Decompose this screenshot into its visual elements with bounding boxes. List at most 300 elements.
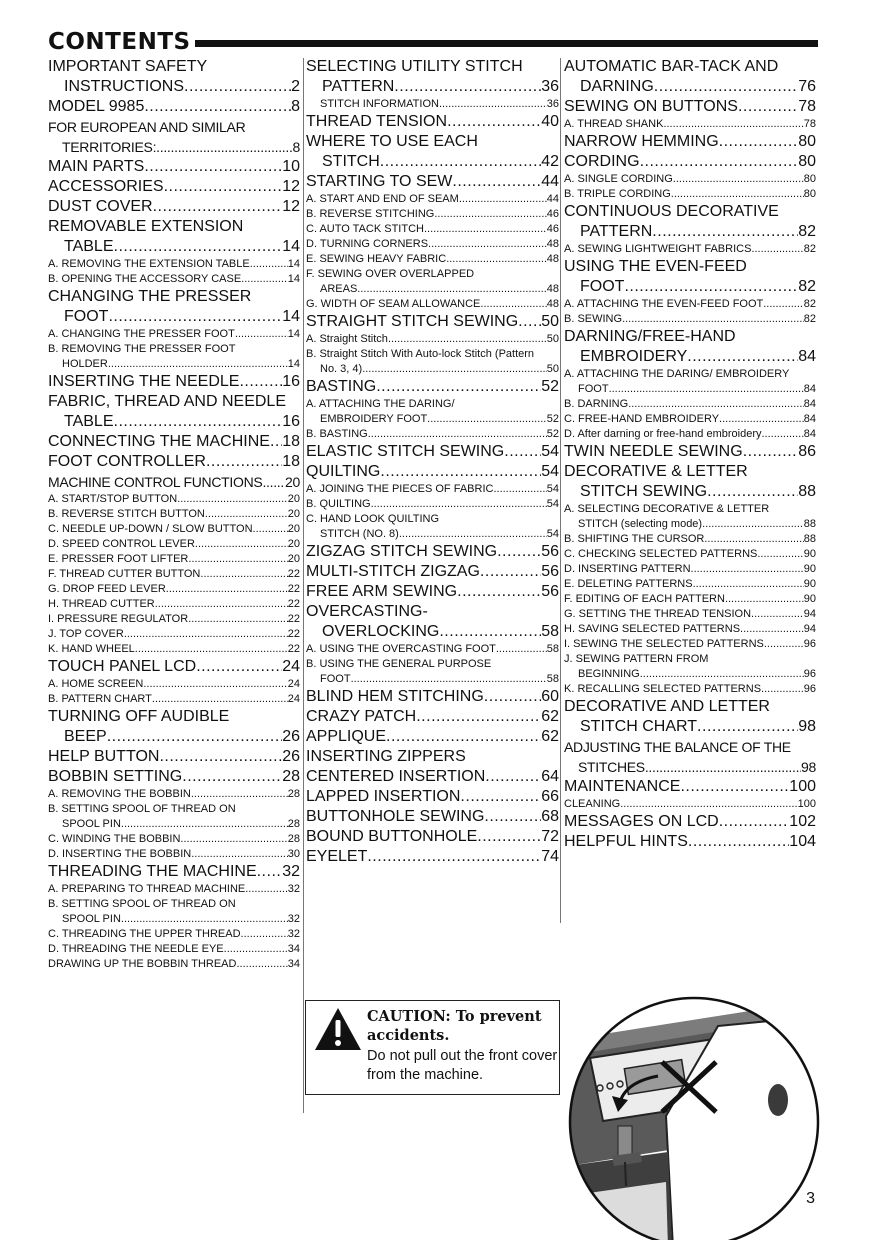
toc-entry — [306, 427, 559, 442]
toc-page-number: 34 — [287, 958, 300, 970]
toc-entry — [306, 687, 559, 707]
toc-entry-title: A. Straight Stitch — [306, 333, 388, 345]
toc-entry-title: E. SEWING HEAVY FABRIC — [306, 253, 447, 265]
toc-entry-title: BEEP — [64, 728, 107, 745]
toc-entry-title: LAPPED INSERTION — [306, 788, 461, 805]
toc-page-number: 58 — [546, 643, 559, 655]
toc-page-number: 30 — [287, 848, 300, 860]
toc-entry — [564, 442, 816, 462]
toc-page-number: 52 — [541, 378, 559, 395]
toc-entry — [306, 497, 559, 512]
toc-page-number: 88 — [798, 483, 816, 500]
toc-entry-title: TOUCH PANEL LCD — [48, 658, 197, 675]
toc-entry — [306, 542, 559, 562]
toc-entry-title: TERRITORIES: — [62, 139, 157, 155]
toc-entry — [564, 562, 816, 577]
dot-leader — [477, 827, 541, 847]
toc-entry — [564, 367, 816, 382]
dot-leader — [687, 347, 798, 367]
toc-entry — [48, 847, 300, 862]
toc-entry-title: A. START AND END OF SEAM — [306, 193, 459, 205]
toc-entry-title: B. BASTING — [306, 428, 368, 440]
toc-entry-title: STITCH — [322, 153, 380, 170]
toc-entry — [48, 507, 300, 522]
toc-entry-title: BOUND BUTTONHOLE — [306, 828, 478, 845]
toc-page-number: 8 — [292, 139, 300, 155]
toc-entry-title: FOOT — [64, 308, 109, 325]
toc-entry-title: CHANGING THE PRESSER — [48, 288, 252, 305]
toc-entry-title: AREAS — [320, 283, 358, 295]
toc-entry-title: B. Straight Stitch With Auto-lock Stitch (Pattern — [306, 348, 535, 360]
toc-entry-title: B. QUILTING — [306, 498, 371, 510]
toc-entry — [564, 697, 816, 717]
toc-page-number: 84 — [803, 413, 816, 425]
toc-page-number: 36 — [541, 78, 559, 95]
toc-entry — [48, 472, 300, 492]
dot-leader — [144, 97, 291, 117]
toc-entry-title: PATTERN — [322, 78, 395, 95]
toc-page-number: 74 — [541, 848, 559, 865]
toc-page-number: 80 — [798, 133, 816, 150]
toc-entry-title: D. INSERTING PATTERN — [564, 563, 691, 575]
dot-leader — [164, 177, 283, 197]
toc-entry — [564, 152, 816, 172]
toc-page-number: 22 — [287, 613, 300, 625]
toc-entry — [48, 657, 300, 677]
toc-entry-title: FOOT — [578, 383, 609, 395]
toc-page-number: 20 — [287, 538, 300, 550]
toc-entry-title: B. REVERSE STITCHING — [306, 208, 435, 220]
toc-entry — [306, 482, 559, 497]
toc-entry-title: TWIN NEEDLE SEWING — [564, 443, 743, 460]
toc-page-number: 20 — [285, 474, 300, 490]
toc-page-number: 80 — [798, 153, 816, 170]
toc-page-number: 78 — [803, 118, 816, 130]
dot-leader — [663, 117, 803, 132]
toc-entry-title: MULTI-STITCH ZIGZAG — [306, 563, 480, 580]
toc-page-number: 58 — [546, 673, 559, 685]
toc-entry — [564, 482, 816, 502]
toc-page-number: 86 — [798, 443, 816, 460]
dot-leader — [380, 462, 541, 482]
toc-page-number: 56 — [541, 563, 559, 580]
dot-leader — [704, 532, 803, 547]
dot-leader — [480, 297, 546, 312]
dot-leader — [673, 172, 804, 187]
toc-entry — [306, 297, 559, 312]
toc-entry-title: D. INSERTING THE BOBBIN — [48, 848, 192, 860]
toc-entry-title: SELECTING UTILITY STITCH — [306, 58, 523, 75]
column-divider — [560, 58, 561, 923]
toc-entry — [306, 362, 559, 377]
toc-entry — [48, 897, 300, 912]
toc-entry-title: A. SINGLE CORDING — [564, 173, 673, 185]
toc-entry-title: F. THREAD CUTTER BUTTON — [48, 568, 201, 580]
toc-entry — [48, 627, 300, 642]
toc-entry — [48, 862, 300, 882]
front-cover-illustration — [568, 996, 820, 1240]
toc-entry-title: QUILTING — [306, 463, 381, 480]
toc-entry — [306, 442, 559, 462]
dot-leader — [188, 552, 287, 567]
toc-entry-title: FABRIC, THREAD AND NEEDLE — [48, 393, 286, 410]
dot-leader — [628, 397, 804, 412]
toc-entry-title: DECORATIVE & LETTER — [564, 463, 748, 480]
toc-entry-title: D. THREADING THE NEEDLE EYE — [48, 943, 224, 955]
toc-page-number: 48 — [546, 298, 559, 310]
toc-page-number: 66 — [541, 788, 559, 805]
dot-leader — [738, 97, 798, 117]
toc-entry — [48, 57, 300, 77]
dot-leader — [245, 882, 288, 897]
dot-leader — [751, 242, 803, 257]
toc-entry-title: BEGINNING — [578, 668, 640, 680]
toc-page-number: 50 — [546, 333, 559, 345]
toc-entry-title: STITCH CHART — [580, 718, 698, 735]
toc-page-number: 52 — [546, 428, 559, 440]
toc-page-number: 22 — [287, 643, 300, 655]
toc-entry-title: ACCESSORIES — [48, 178, 164, 195]
toc-entry — [306, 847, 559, 867]
toc-page-number: 44 — [546, 193, 559, 205]
toc-page-number: 68 — [541, 808, 559, 825]
caution-box — [305, 1000, 560, 1095]
toc-entry-title: B. TRIPLE CORDING — [564, 188, 671, 200]
dot-leader — [452, 172, 541, 192]
toc-entry — [48, 197, 300, 217]
dot-leader — [152, 692, 288, 707]
toc-page-number: 46 — [546, 223, 559, 235]
toc-page-number: 44 — [541, 173, 559, 190]
dot-leader — [427, 412, 547, 427]
toc-entry-title: F. EDITING OF EACH PATTERN — [564, 593, 725, 605]
toc-entry — [48, 747, 300, 767]
toc-page-number: 102 — [789, 813, 816, 830]
toc-page-number: 28 — [287, 818, 300, 830]
caution-text: Do not pull out the front cover from the machine. — [367, 1048, 558, 1083]
toc-entry-title: A. HOME SCREEN — [48, 678, 144, 690]
toc-entry-title: EMBROIDERY FOOT — [320, 413, 428, 425]
toc-entry — [564, 577, 816, 592]
dot-leader — [691, 562, 804, 577]
toc-entry — [48, 882, 300, 897]
dot-leader — [719, 812, 790, 832]
toc-entry-title: A. ATTACHING THE DARING/ — [306, 398, 455, 410]
toc-entry-title: STITCH (selecting mode) — [578, 518, 703, 530]
toc-entry — [48, 537, 300, 552]
toc-entry — [306, 412, 559, 427]
dot-leader — [447, 112, 541, 132]
toc-entry — [306, 237, 559, 252]
dot-leader — [688, 832, 789, 852]
toc-page-number: 96 — [803, 638, 816, 650]
toc-entry-title: B. OPENING THE ACCESSORY CASE — [48, 273, 242, 285]
toc-entry-title: D. TURNING CORNERS — [306, 238, 429, 250]
toc-page-number: 18 — [282, 453, 300, 470]
toc-entry — [564, 297, 816, 312]
toc-entry-title: MACHINE CONTROL FUNCTIONS — [48, 474, 263, 490]
toc-entry — [306, 57, 559, 77]
toc-entry-title: WHERE TO USE EACH — [306, 133, 478, 150]
toc-entry-title: B. REMOVING THE PRESSER FOOT — [48, 343, 236, 355]
toc-page-number: 36 — [546, 98, 559, 110]
toc-entry — [48, 802, 300, 817]
toc-page-number: 80 — [803, 188, 816, 200]
toc-page-number: 32 — [287, 913, 300, 925]
toc-entry-title: G. DROP FEED LEVER — [48, 583, 166, 595]
toc-entry — [48, 567, 300, 582]
dot-leader — [645, 757, 801, 777]
dot-leader — [195, 537, 288, 552]
toc-entry-title: C. HAND LOOK QUILTING — [306, 513, 440, 525]
dot-leader — [751, 607, 804, 622]
toc-entry — [48, 642, 300, 657]
dot-leader — [439, 97, 547, 112]
toc-entry-title: DARNING/FREE-HAND — [564, 328, 736, 345]
toc-entry — [564, 832, 816, 852]
toc-entry-title: B. USING THE GENERAL PURPOSE — [306, 658, 492, 670]
toc-entry — [564, 717, 816, 737]
dot-leader — [200, 567, 287, 582]
toc-page-number: 54 — [541, 443, 559, 460]
toc-entry-title: EYELET — [306, 848, 368, 865]
dot-leader — [153, 197, 283, 217]
toc-page-number: 46 — [546, 208, 559, 220]
toc-page-number: 90 — [803, 548, 816, 560]
toc-entry-title: No. 3, 4) — [320, 363, 363, 375]
toc-entry-title: FREE ARM SEWING — [306, 583, 458, 600]
toc-entry-title: A. REMOVING THE BOBBIN — [48, 788, 191, 800]
heading-rule — [195, 40, 818, 47]
toc-entry — [48, 392, 300, 412]
toc-entry — [306, 562, 559, 582]
toc-page-number: 34 — [287, 943, 300, 955]
warning-triangle-icon — [314, 1007, 362, 1051]
dot-leader — [188, 612, 288, 627]
toc-entry — [48, 957, 300, 972]
toc-entry-title: B. SETTING SPOOL OF THREAD ON — [48, 898, 236, 910]
toc-entry-title: INSTRUCTIONS — [64, 78, 184, 95]
toc-entry — [564, 312, 816, 327]
toc-entry — [48, 817, 300, 832]
toc-page-number: 26 — [282, 728, 300, 745]
toc-entry — [48, 927, 300, 942]
toc-entry — [48, 217, 300, 237]
toc-entry-title: SEWING ON BUTTONS — [564, 98, 738, 115]
toc-page-number: 52 — [546, 413, 559, 425]
dot-leader — [439, 622, 541, 642]
toc-entry-title: B. DARNING — [564, 398, 629, 410]
dot-leader — [743, 442, 799, 462]
toc-page-number: 12 — [282, 178, 300, 195]
toc-entry-title: A. JOINING THE PIECES OF FABRIC — [306, 483, 494, 495]
toc-entry-title: F. SEWING OVER OVERLAPPED — [306, 268, 475, 280]
toc-entry-title: C. FREE-HAND EMBROIDERY — [564, 413, 720, 425]
dot-leader — [654, 77, 798, 97]
toc-entry-title: NARROW HEMMING — [564, 133, 719, 150]
toc-entry-title: IMPORTANT SAFETY — [48, 58, 208, 75]
toc-entry-title: FOOT — [320, 673, 351, 685]
toc-entry — [306, 827, 559, 847]
toc-entry — [306, 312, 559, 332]
dot-leader — [371, 497, 547, 512]
toc-entry-title: B. SHIFTING THE CURSOR — [564, 533, 705, 545]
toc-entry — [48, 692, 300, 707]
toc-entry-title: HOLDER — [62, 358, 108, 370]
toc-entry — [48, 522, 300, 537]
toc-page-number: 16 — [282, 413, 300, 430]
dot-leader — [434, 207, 546, 222]
toc-page-number: 90 — [803, 593, 816, 605]
dot-leader — [108, 307, 282, 327]
dot-leader — [182, 767, 282, 787]
toc-entry — [564, 517, 816, 532]
toc-entry — [564, 682, 816, 697]
toc-entry-title: A. SEWING LIGHTWEIGHT FABRICS — [564, 243, 752, 255]
toc-entry-title: SPOOL PIN — [62, 913, 121, 925]
toc-entry — [48, 552, 300, 567]
toc-entry — [564, 797, 816, 812]
toc-entry-title: I. SEWING THE SELECTED PATTERNS — [564, 638, 764, 650]
toc-page-number: 100 — [797, 798, 816, 810]
toc-page-number: 24 — [287, 693, 300, 705]
toc-page-number: 22 — [287, 568, 300, 580]
dot-leader — [428, 237, 547, 252]
toc-entry — [48, 342, 300, 357]
toc-entry — [48, 97, 300, 117]
toc-entry — [48, 307, 300, 327]
toc-entry — [306, 112, 559, 132]
dot-leader — [257, 862, 283, 882]
toc-page-number: 88 — [803, 533, 816, 545]
toc-entry — [48, 492, 300, 507]
toc-entry-title: E. PRESSER FOOT LIFTER — [48, 553, 189, 565]
dot-leader — [235, 327, 288, 342]
dot-leader — [484, 807, 541, 827]
toc-entry-title: A. START/STOP BUTTON — [48, 493, 178, 505]
dot-leader — [620, 797, 797, 812]
toc-page-number: 50 — [546, 363, 559, 375]
toc-entry — [564, 737, 816, 757]
toc-entry-title: K. RECALLING SELECTED PATTERNS — [564, 683, 762, 695]
dot-leader — [156, 137, 292, 157]
toc-page-number: 28 — [287, 788, 300, 800]
toc-entry-title: AUTOMATIC BAR-TACK AND — [564, 58, 779, 75]
toc-entry — [48, 177, 300, 197]
toc-entry-title: TABLE — [64, 413, 114, 430]
toc-page-number: 48 — [546, 238, 559, 250]
toc-entry-title: J. TOP COVER — [48, 628, 124, 640]
toc-entry-title: G. SETTING THE THREAD TENSION — [564, 608, 752, 620]
toc-entry-title: FOOT — [580, 278, 625, 295]
dot-leader — [697, 717, 798, 737]
toc-entry — [564, 242, 816, 257]
toc-page-number: 32 — [287, 883, 300, 895]
toc-page-number: 82 — [798, 278, 816, 295]
toc-entry-title: C. THREADING THE UPPER THREAD — [48, 928, 241, 940]
toc-entry — [306, 622, 559, 642]
toc-entry-title: STARTING TO SEW — [306, 173, 453, 190]
toc-page-number: 14 — [287, 358, 300, 370]
dot-leader — [484, 687, 541, 707]
toc-page-number: 32 — [282, 863, 300, 880]
toc-page-number: 2 — [291, 78, 300, 95]
toc-entry-title: DECORATIVE AND LETTER — [564, 698, 770, 715]
dot-leader — [362, 362, 547, 377]
toc-entry — [564, 132, 816, 152]
dot-leader — [144, 157, 282, 177]
toc-page-number: 76 — [798, 78, 816, 95]
toc-entry-title: FOR EUROPEAN AND SIMILAR — [48, 119, 246, 135]
toc-page-number: 62 — [541, 728, 559, 745]
toc-page-number: 84 — [803, 428, 816, 440]
toc-page-number: 14 — [287, 273, 300, 285]
toc-entry-title: CENTERED INSERTION — [306, 768, 486, 785]
toc-page-number: 12 — [282, 198, 300, 215]
toc-page-number: 20 — [287, 553, 300, 565]
toc-entry-title: E. DELETING PATTERNS — [564, 578, 693, 590]
toc-page-number: 84 — [803, 383, 816, 395]
dot-leader — [351, 672, 547, 687]
toc-entry-title: C. NEEDLE UP-DOWN / SLOW BUTTON — [48, 523, 253, 535]
toc-page-number: 26 — [282, 748, 300, 765]
toc-page-number: 18 — [282, 433, 300, 450]
toc-entry-title: USING THE EVEN-FEED — [564, 258, 747, 275]
toc-entry — [564, 502, 816, 517]
toc-entry — [48, 287, 300, 307]
toc-entry-title: APPLIQUE — [306, 728, 387, 745]
toc-entry — [564, 187, 816, 202]
dot-leader — [357, 282, 546, 297]
toc-entry — [48, 832, 300, 847]
toc-entry-title: CRAZY PATCH — [306, 708, 417, 725]
toc-entry-title: A. REMOVING THE EXTENSION TABLE — [48, 258, 250, 270]
toc-entry-title: HELPFUL HINTS — [564, 833, 688, 850]
toc-entry — [48, 707, 300, 727]
toc-page-number: 32 — [287, 928, 300, 940]
contents-heading: CONTENTS — [48, 28, 191, 55]
toc-entry-title: A. ATTACHING THE DARING/ EMBROIDERY — [564, 368, 790, 380]
toc-page-number: 84 — [798, 348, 816, 365]
toc-page-number: 96 — [803, 683, 816, 695]
dot-leader — [121, 912, 288, 927]
dot-leader — [763, 297, 804, 312]
dot-leader — [680, 777, 789, 797]
toc-page-number: 16 — [282, 373, 300, 390]
toc-entry — [306, 97, 559, 112]
toc-entry — [564, 462, 816, 482]
dot-leader — [143, 677, 287, 692]
toc-page-number: 56 — [541, 543, 559, 560]
toc-entry-title: A. SELECTING DECORATIVE & LETTER — [564, 503, 770, 515]
dot-leader — [124, 627, 288, 642]
toc-entry — [306, 462, 559, 482]
toc-page-number: 14 — [282, 308, 300, 325]
dot-leader — [485, 767, 541, 787]
toc-entry — [306, 172, 559, 192]
toc-entry — [306, 642, 559, 657]
toc-page-number: 104 — [789, 833, 816, 850]
toc-page-number: 20 — [287, 508, 300, 520]
dot-leader — [166, 582, 288, 597]
toc-entry-title: B. PATTERN CHART — [48, 693, 152, 705]
toc-page-number: 20 — [287, 493, 300, 505]
toc-entry-title: REMOVABLE EXTENSION — [48, 218, 244, 235]
dot-leader — [504, 442, 541, 462]
toc-entry-title: D. SPEED CONTROL LEVER — [48, 538, 195, 550]
toc-entry — [564, 652, 816, 667]
toc-page-number: 84 — [803, 398, 816, 410]
